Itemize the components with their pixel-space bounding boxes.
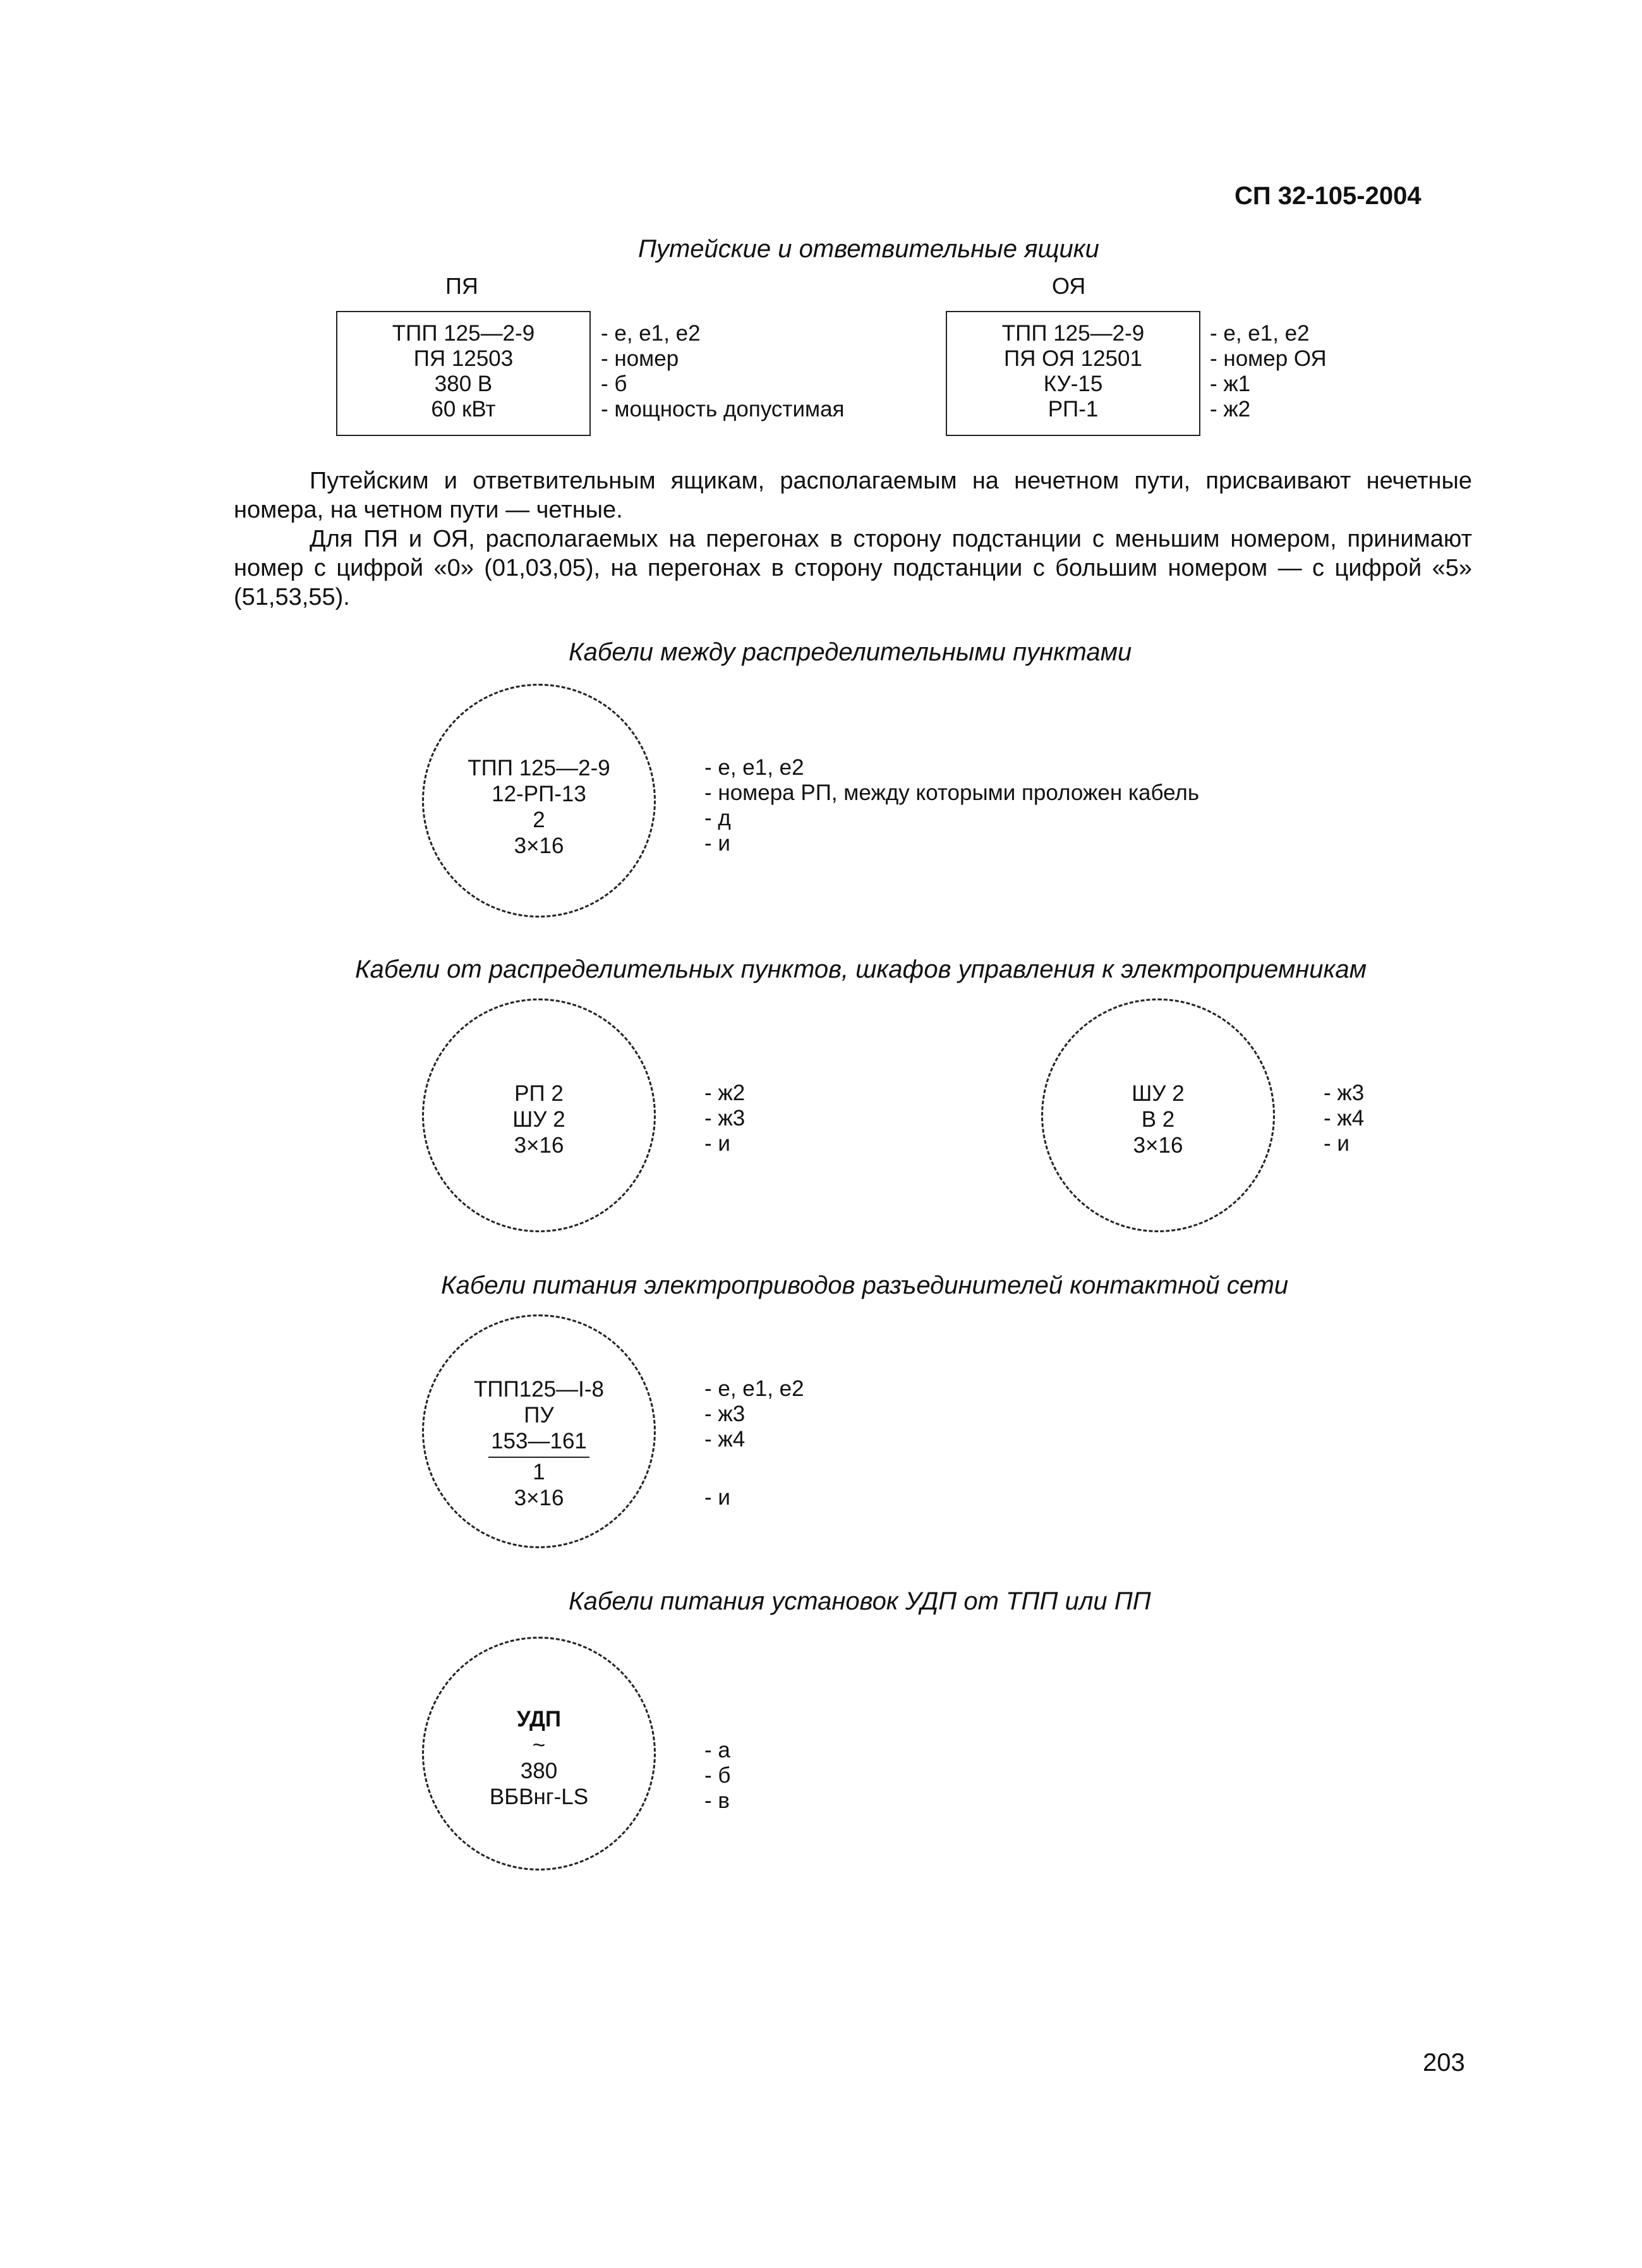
note-item: - номер	[601, 346, 679, 371]
note-item: - а	[704, 1738, 730, 1762]
pya-line: 60 кВт	[431, 397, 496, 421]
note-item: - ж3	[704, 1402, 746, 1426]
marker-line: 12-РП-13	[492, 782, 586, 806]
oya-line: КУ-15	[1043, 372, 1103, 396]
section-caption-rp: Кабели между распределительными пунктами	[569, 638, 1132, 666]
note-item: - в	[704, 1788, 730, 1813]
marker-line: ШУ 2	[512, 1107, 565, 1132]
marker-line: ~	[532, 1733, 546, 1757]
drives-notes-last	[704, 1485, 730, 1510]
note-item: - д	[704, 806, 731, 830]
pya-box	[336, 311, 591, 436]
note-item: - номер ОЯ	[1210, 346, 1327, 371]
note-item: - е, е1, е2	[704, 755, 804, 780]
note-item: - номера РП, между которыми проложен кабель	[704, 780, 1200, 805]
note-item: - и	[1324, 1131, 1349, 1156]
marker-line: 3×16	[514, 1133, 564, 1158]
rp-notes	[704, 755, 1199, 856]
marker-line: УДП	[516, 1707, 562, 1731]
marker-line: ВБВнг-LS	[489, 1785, 589, 1809]
marker-line: ТПП 125—2-9	[468, 756, 610, 780]
box-label-pya: ПЯ	[445, 273, 478, 299]
cable-marker-text	[422, 1081, 656, 1158]
note-item: - ж2	[704, 1081, 746, 1105]
note-item: - ж2	[1210, 397, 1251, 421]
note-item: - е, е1, е2	[1210, 321, 1310, 346]
pya-notes	[601, 321, 845, 422]
cable-marker-text	[422, 1376, 656, 1511]
drives-notes	[704, 1376, 804, 1452]
page-number: 203	[1423, 2049, 1465, 2077]
document-code: СП 32-105-2004	[1235, 182, 1422, 210]
marker-line: 380	[520, 1759, 558, 1783]
section-caption-udp: Кабели питания установок УДП от ТПП или ПП	[569, 1587, 1151, 1615]
udp-notes	[704, 1738, 730, 1814]
marker-line: ПУ	[524, 1403, 554, 1428]
marker-line: 3×16	[514, 1486, 564, 1510]
section-caption-boxes: Путейские и ответвительные ящики	[638, 235, 1099, 263]
note-item: - ж3	[1324, 1081, 1365, 1105]
cable-marker-text	[422, 1706, 656, 1810]
pya-line: ТПП 125—2-9	[392, 321, 535, 346]
fraction-line	[488, 1457, 589, 1458]
marker-line: ТПП125—I-8	[474, 1377, 604, 1402]
note-item: - и	[704, 1131, 730, 1156]
marker-line: 3×16	[514, 834, 564, 858]
note-item: - ж1	[1210, 372, 1251, 396]
note-item: - е, е1, е2	[601, 321, 701, 346]
marker-line: ШУ 2	[1132, 1081, 1185, 1106]
note-item: - е, е1, е2	[704, 1376, 804, 1401]
note-item: - мощность допустимая	[601, 397, 845, 421]
section-caption-drives: Кабели питания электроприводов разъединителей контактной сети	[441, 1271, 1289, 1299]
oya-notes	[1210, 321, 1327, 422]
note-item: - б	[704, 1763, 731, 1788]
cable-marker-text	[422, 755, 656, 859]
marker-line: 3×16	[1133, 1133, 1183, 1158]
paragraph-numbering: Путейским и ответвительным ящикам, располагаемым на нечетном пути, присваивают нечетные номера, на четном пути — четные.	[234, 468, 1472, 523]
pya-line: 380 В	[434, 372, 493, 396]
box-label-oya: ОЯ	[1052, 273, 1086, 299]
note-item: - и	[704, 831, 730, 856]
note-item: - и	[704, 1485, 730, 1510]
note-item: - б	[601, 372, 627, 396]
receivers-right-notes	[1324, 1081, 1364, 1156]
marker-line: 153—161	[491, 1429, 587, 1453]
paragraph-peregon: Для ПЯ и ОЯ, располагаемых на перегонах в сторону подстанции с меньшим номером, принимают номер с цифрой «0» (01,03,05), на перегонах в сторону подстанции с большим номером — с цифрой «5» (51,53,55).	[234, 526, 1472, 610]
pya-line: ПЯ 12503	[413, 346, 514, 371]
note-item: - ж3	[704, 1106, 746, 1131]
cable-marker-text	[1041, 1081, 1275, 1158]
section-caption-receivers: Кабели от распределительных пунктов, шкафов управления к электроприемникам	[355, 955, 1367, 983]
oya-line: ПЯ ОЯ 12501	[1004, 346, 1142, 371]
receivers-left-notes	[704, 1081, 745, 1156]
note-item: - ж4	[1324, 1106, 1365, 1131]
marker-line: РП 2	[514, 1081, 564, 1106]
marker-line: 1	[533, 1460, 545, 1484]
marker-line: В 2	[1141, 1107, 1175, 1132]
oya-box	[946, 311, 1200, 436]
oya-line: РП-1	[1047, 397, 1099, 421]
oya-line: ТПП 125—2-9	[1001, 321, 1145, 346]
marker-line: 2	[533, 808, 545, 832]
note-item: - ж4	[704, 1427, 746, 1452]
